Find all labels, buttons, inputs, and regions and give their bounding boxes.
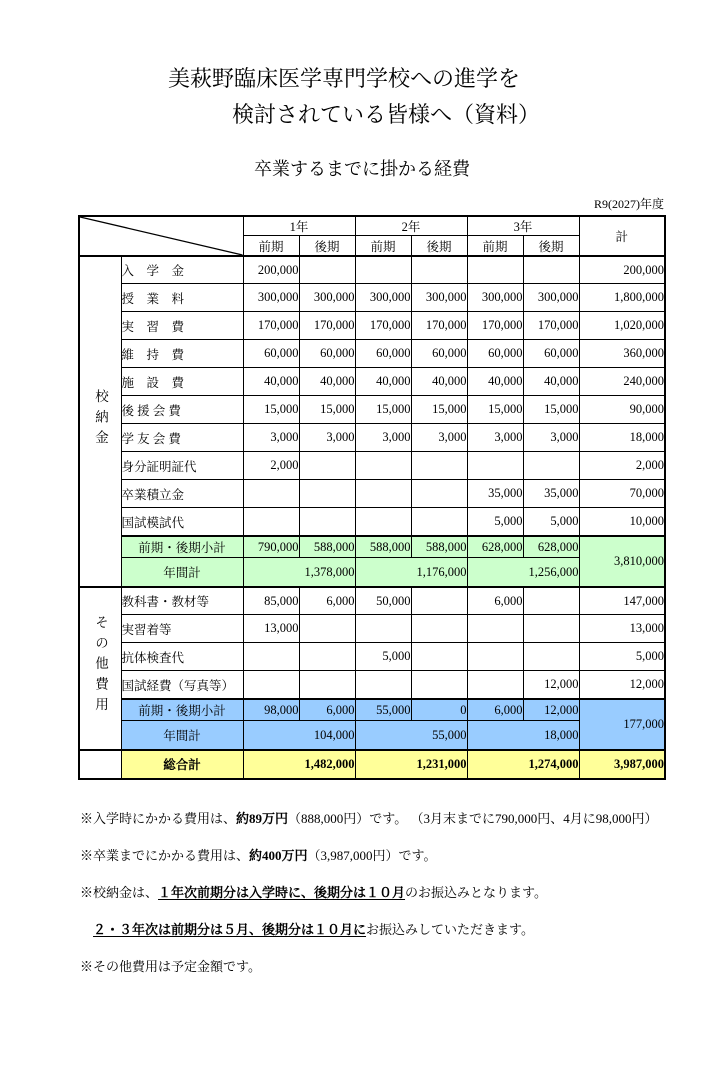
annual-amount-cell: 1,256,000 bbox=[467, 558, 579, 587]
row-label: 実習着等 bbox=[121, 615, 243, 643]
amount-cell: 170,000 bbox=[411, 312, 467, 340]
amount-cell: 85,000 bbox=[243, 587, 299, 615]
amount-cell: 12,000 bbox=[523, 699, 579, 721]
amount-cell: 50,000 bbox=[355, 587, 411, 615]
amount-cell bbox=[523, 587, 579, 615]
amount-cell bbox=[355, 671, 411, 699]
row-other-expenses-annual-total bbox=[79, 721, 665, 750]
row-total-cell: 2,000 bbox=[579, 452, 665, 480]
row-label: 後 援 会 費 bbox=[121, 396, 243, 424]
row-total-cell: 13,000 bbox=[579, 615, 665, 643]
amount-cell: 40,000 bbox=[411, 368, 467, 396]
row-label: 国試経費（写真等） bbox=[121, 671, 243, 699]
amount-cell bbox=[299, 452, 355, 480]
header-year-2: 2年 bbox=[355, 216, 467, 236]
amount-cell bbox=[299, 508, 355, 536]
note-text: ※その他費用は予定金額です。 bbox=[80, 958, 261, 974]
document-page bbox=[0, 66, 724, 974]
note-other-expenses-estimate bbox=[80, 960, 664, 975]
group-label-school-fees bbox=[79, 256, 121, 587]
row-label: 入 学 金 bbox=[121, 256, 243, 284]
school-fees-total-cell: 3,810,000 bbox=[579, 536, 665, 587]
amount-cell: 588,000 bbox=[411, 536, 467, 558]
annual-amount-cell: 1,274,000 bbox=[467, 750, 579, 779]
grand-total-label: 総合計 bbox=[121, 750, 243, 779]
amount-cell bbox=[523, 615, 579, 643]
amount-cell: 40,000 bbox=[299, 368, 355, 396]
amount-cell: 60,000 bbox=[243, 340, 299, 368]
row-label: 年間計 bbox=[121, 721, 243, 750]
amount-cell: 35,000 bbox=[467, 480, 523, 508]
header-term-second: 後期 bbox=[411, 236, 467, 256]
annual-amount-cell: 1,482,000 bbox=[243, 750, 355, 779]
row-label: 学 友 会 費 bbox=[121, 424, 243, 452]
note-emphasis: 約400万円 bbox=[249, 847, 308, 863]
amount-cell bbox=[243, 643, 299, 671]
amount-cell: 35,000 bbox=[523, 480, 579, 508]
row-admission-fee bbox=[79, 256, 665, 284]
amount-cell: 170,000 bbox=[243, 312, 299, 340]
row-student-association-fee bbox=[79, 424, 665, 452]
row-total-cell: 90,000 bbox=[579, 396, 665, 424]
group-label-other-expenses bbox=[79, 587, 121, 750]
amount-cell: 15,000 bbox=[523, 396, 579, 424]
amount-cell bbox=[243, 671, 299, 699]
amount-cell: 3,000 bbox=[411, 424, 467, 452]
row-total-cell: 240,000 bbox=[579, 368, 665, 396]
amount-cell: 3,000 bbox=[523, 424, 579, 452]
amount-cell bbox=[299, 643, 355, 671]
header-term-second: 後期 bbox=[299, 236, 355, 256]
amount-cell: 40,000 bbox=[523, 368, 579, 396]
amount-cell bbox=[355, 480, 411, 508]
annual-amount-cell: 18,000 bbox=[467, 721, 579, 750]
amount-cell: 60,000 bbox=[411, 340, 467, 368]
amount-cell: 300,000 bbox=[411, 284, 467, 312]
header-total: 計 bbox=[579, 216, 665, 256]
amount-cell: 790,000 bbox=[243, 536, 299, 558]
amount-cell bbox=[411, 256, 467, 284]
title-line-2: 検討されている皆様へ（資料） bbox=[232, 102, 541, 128]
amount-cell: 15,000 bbox=[411, 396, 467, 424]
amount-cell: 170,000 bbox=[523, 312, 579, 340]
amount-cell: 170,000 bbox=[467, 312, 523, 340]
row-practicum-fee bbox=[79, 312, 665, 340]
amount-cell bbox=[411, 643, 467, 671]
row-label: 抗体検査代 bbox=[121, 643, 243, 671]
row-label: 年間計 bbox=[121, 558, 243, 587]
row-label: 国試模試代 bbox=[121, 508, 243, 536]
row-total-cell: 1,020,000 bbox=[579, 312, 665, 340]
amount-cell bbox=[411, 587, 467, 615]
row-total-cell: 18,000 bbox=[579, 424, 665, 452]
row-other-expenses-term-subtotal bbox=[79, 699, 665, 721]
amount-cell bbox=[355, 615, 411, 643]
header-term-first: 前期 bbox=[243, 236, 299, 256]
amount-cell: 98,000 bbox=[243, 699, 299, 721]
row-label: 維 持 費 bbox=[121, 340, 243, 368]
row-national-exam-expenses bbox=[79, 671, 665, 699]
amount-cell: 6,000 bbox=[299, 699, 355, 721]
amount-cell bbox=[355, 256, 411, 284]
fiscal-year-label: R9(2027)年度 bbox=[594, 196, 664, 211]
row-total-cell: 200,000 bbox=[579, 256, 665, 284]
notes-section bbox=[80, 812, 664, 975]
row-total-cell: 5,000 bbox=[579, 643, 665, 671]
header-term-first: 前期 bbox=[467, 236, 523, 256]
row-supporters-association-fee bbox=[79, 396, 665, 424]
note-emphasis: 約89万円 bbox=[236, 810, 289, 826]
amount-cell bbox=[299, 671, 355, 699]
row-id-card-fee bbox=[79, 452, 665, 480]
document-subtitle: 卒業するまでに掛かる経費 bbox=[254, 158, 470, 179]
amount-cell: 6,000 bbox=[467, 587, 523, 615]
amount-cell: 40,000 bbox=[355, 368, 411, 396]
note-text: お振込みしていただきます。 bbox=[366, 921, 534, 937]
amount-cell bbox=[411, 508, 467, 536]
amount-cell: 60,000 bbox=[299, 340, 355, 368]
amount-cell: 15,000 bbox=[299, 396, 355, 424]
row-total-cell: 70,000 bbox=[579, 480, 665, 508]
row-label: 実 習 費 bbox=[121, 312, 243, 340]
amount-cell: 3,000 bbox=[355, 424, 411, 452]
amount-cell: 60,000 bbox=[355, 340, 411, 368]
group-label-text: 校納金 bbox=[93, 388, 108, 451]
amount-cell bbox=[467, 256, 523, 284]
group-label-text: その他費用 bbox=[93, 615, 108, 718]
amount-cell: 6,000 bbox=[467, 699, 523, 721]
row-total-cell: 147,000 bbox=[579, 587, 665, 615]
amount-cell: 300,000 bbox=[523, 284, 579, 312]
header-corner-cell bbox=[79, 216, 243, 256]
amount-cell: 5,000 bbox=[355, 643, 411, 671]
amount-cell: 170,000 bbox=[299, 312, 355, 340]
row-label: 教科書・教材等 bbox=[121, 587, 243, 615]
amount-cell: 300,000 bbox=[299, 284, 355, 312]
amount-cell: 3,000 bbox=[299, 424, 355, 452]
amount-cell: 0 bbox=[411, 699, 467, 721]
amount-cell bbox=[355, 452, 411, 480]
row-total-cell: 10,000 bbox=[579, 508, 665, 536]
row-total-cell: 360,000 bbox=[579, 340, 665, 368]
amount-cell: 6,000 bbox=[299, 587, 355, 615]
amount-cell bbox=[467, 452, 523, 480]
row-school-fees-term-subtotal bbox=[79, 536, 665, 558]
header-year-3: 3年 bbox=[467, 216, 579, 236]
row-grand-total bbox=[79, 750, 665, 779]
amount-cell bbox=[411, 480, 467, 508]
note-text bbox=[80, 922, 93, 937]
row-practicum-uniform bbox=[79, 615, 665, 643]
note-payment-schedule-year1 bbox=[80, 886, 664, 901]
amount-cell: 5,000 bbox=[467, 508, 523, 536]
other-expenses-total-cell: 177,000 bbox=[579, 699, 665, 750]
amount-cell bbox=[467, 643, 523, 671]
header-year-1: 1年 bbox=[243, 216, 355, 236]
amount-cell: 588,000 bbox=[299, 536, 355, 558]
row-total-cell: 1,800,000 bbox=[579, 284, 665, 312]
note-entry-cost bbox=[80, 812, 664, 827]
amount-cell: 2,000 bbox=[243, 452, 299, 480]
annual-amount-cell: 1,231,000 bbox=[355, 750, 467, 779]
amount-cell: 13,000 bbox=[243, 615, 299, 643]
row-tuition bbox=[79, 284, 665, 312]
amount-cell bbox=[523, 256, 579, 284]
amount-cell bbox=[299, 480, 355, 508]
grand-total-spacer-cell bbox=[79, 750, 121, 779]
row-maintenance-fee bbox=[79, 340, 665, 368]
amount-cell: 300,000 bbox=[243, 284, 299, 312]
document-title bbox=[0, 66, 724, 129]
amount-cell: 200,000 bbox=[243, 256, 299, 284]
note-text: （3,987,000円）です。 bbox=[307, 847, 437, 863]
annual-amount-cell: 1,378,000 bbox=[243, 558, 355, 587]
note-text: ※入学時にかかる費用は、 bbox=[80, 810, 237, 826]
amount-cell: 3,000 bbox=[243, 424, 299, 452]
annual-amount-cell: 55,000 bbox=[355, 721, 467, 750]
amount-cell: 15,000 bbox=[467, 396, 523, 424]
amount-cell bbox=[523, 643, 579, 671]
amount-cell bbox=[411, 615, 467, 643]
row-national-exam-practice-fee bbox=[79, 508, 665, 536]
amount-cell: 60,000 bbox=[523, 340, 579, 368]
header-term-first: 前期 bbox=[355, 236, 411, 256]
amount-cell: 588,000 bbox=[355, 536, 411, 558]
amount-cell bbox=[411, 452, 467, 480]
amount-cell: 55,000 bbox=[355, 699, 411, 721]
row-label: 身分証明証代 bbox=[121, 452, 243, 480]
row-school-fees-annual-total bbox=[79, 558, 665, 587]
title-line-1: 美萩野臨床医学専門学校への進学を bbox=[168, 66, 521, 91]
note-total-cost bbox=[80, 849, 664, 864]
table-header-years bbox=[79, 216, 665, 236]
amount-cell: 300,000 bbox=[355, 284, 411, 312]
row-label: 卒業積立金 bbox=[121, 480, 243, 508]
row-textbooks-materials bbox=[79, 587, 665, 615]
amount-cell bbox=[299, 256, 355, 284]
note-emphasis: １年次前期分は入学時に、後期分は１０月 bbox=[158, 884, 406, 900]
note-text: ※卒業までにかかる費用は、 bbox=[80, 847, 250, 863]
note-text: ※校納金は、 bbox=[80, 884, 159, 900]
row-label: 授 業 料 bbox=[121, 284, 243, 312]
amount-cell: 40,000 bbox=[243, 368, 299, 396]
amount-cell bbox=[299, 615, 355, 643]
header-term-second: 後期 bbox=[523, 236, 579, 256]
note-emphasis: ２・３年次は前期分は５月、後期分は１０月に bbox=[93, 921, 367, 937]
amount-cell: 5,000 bbox=[523, 508, 579, 536]
amount-cell bbox=[467, 671, 523, 699]
amount-cell bbox=[467, 615, 523, 643]
grand-total-cell: 3,987,000 bbox=[579, 750, 665, 779]
amount-cell bbox=[411, 671, 467, 699]
diagonal-line bbox=[80, 217, 243, 255]
note-text: （888,000円）です。 （3月末までに790,000円、4月に98,000円） bbox=[288, 810, 658, 826]
amount-cell bbox=[523, 452, 579, 480]
row-label: 前期・後期小計 bbox=[121, 699, 243, 721]
amount-cell: 15,000 bbox=[243, 396, 299, 424]
amount-cell: 628,000 bbox=[467, 536, 523, 558]
row-graduation-reserve-fund bbox=[79, 480, 665, 508]
amount-cell: 40,000 bbox=[467, 368, 523, 396]
annual-amount-cell: 1,176,000 bbox=[355, 558, 467, 587]
amount-cell: 12,000 bbox=[523, 671, 579, 699]
amount-cell: 15,000 bbox=[355, 396, 411, 424]
row-antibody-test-fee bbox=[79, 643, 665, 671]
row-facility-fee bbox=[79, 368, 665, 396]
row-label: 前期・後期小計 bbox=[121, 536, 243, 558]
expense-table bbox=[78, 215, 666, 780]
row-total-cell: 12,000 bbox=[579, 671, 665, 699]
amount-cell bbox=[243, 508, 299, 536]
note-text: のお振込みとなります。 bbox=[405, 884, 547, 900]
amount-cell: 170,000 bbox=[355, 312, 411, 340]
amount-cell: 60,000 bbox=[467, 340, 523, 368]
amount-cell: 300,000 bbox=[467, 284, 523, 312]
amount-cell: 628,000 bbox=[523, 536, 579, 558]
amount-cell: 3,000 bbox=[467, 424, 523, 452]
annual-amount-cell: 104,000 bbox=[243, 721, 355, 750]
amount-cell bbox=[355, 508, 411, 536]
note-payment-schedule-year23 bbox=[80, 923, 664, 938]
row-label: 施 設 費 bbox=[121, 368, 243, 396]
amount-cell bbox=[243, 480, 299, 508]
